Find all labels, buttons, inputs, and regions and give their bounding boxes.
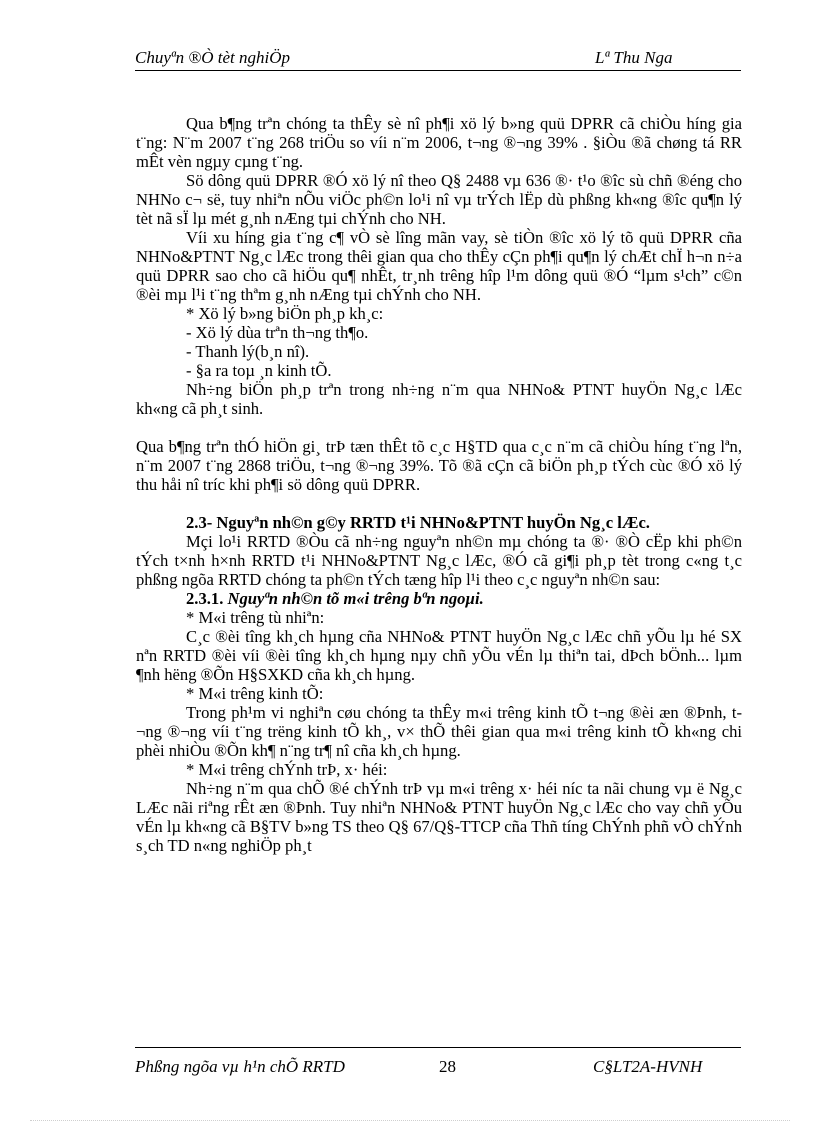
paragraph-dprr-management: Víi xu híng gia t¨ng c¶ vÒ sè lîng mãn vay, sè tiÒn ®îc xö lý tõ quü DPRR cña NHNo&PTNT Ng¸c lÆc trong thêi gian qua cho thÊy cÇn ph¶i qu¶n lý chÆt chÏ h¬n n÷a quü DPRR sao cho cã hiÖu qu¶ nhÊt, tr¸nh trêng hîp l¹m dông quü ®Ó “lµm s¹ch” c©n ®èi mµ l¹i t¨ng thªm g¸nh nÆng tµi chÝnh cho NH. [136,228,742,304]
list-item: - Thanh lý(b¸n nî). [186,342,310,361]
paragraph-natural-env: C¸c ®èi tîng kh¸ch hµng cña NHNo& PTNT huyÖn Ng¸c lÆc chñ yÕu lµ hé SX nªn RRTD ®èi víi ®èi tîng kh¸ch hµng nµy chñ yÕu vÉn lµ thiªn tai, dÞch bÖnh... lµm ¶nh hëng ®Õn H§SXKD cña kh¸ch hµng. [136,627,742,684]
subsection-number: 2.3.1. [186,589,224,608]
paragraph-causes-intro: Mçi lo¹i RRTD ®Òu cã nh÷ng nguyªn nh©n mµ chóng ta ®· ®Ò cËp khi ph©n tÝch t×nh h×nh RRTD t¹i NHNo&PTNT Ng¸c lÆc, ®Ó cã gi¶i ph¸p tèt trong c«ng t¸c phßng ngõa RRTD chóng ta ph©n tÝch tæng hîp l¹i theo c¸c nguyªn nh©n sau: [136,532,742,589]
paragraph-economic-env: Trong ph¹m vi nghiªn cøu chóng ta thÊy m«i trêng kinh tÕ t¬ng ®èi æn ®Þnh, t¬ng ®¬ng víi t¨ng trëng kinh tÕ kh¸, v× thÕ thêi gian qua m«i trêng kinh tÕ kh«ng chi phèi nhiÒu ®Õn kh¶ n¨ng tr¶ nî cña kh¸ch hµng. [136,703,742,760]
paragraph-loss-summary: Qua b¶ng trªn thÓ hiÖn gi¸ trÞ tæn thÊt tõ c¸c H§TD qua c¸c n¨m cã chiÒu híng t¨ng lªn, n¨m 2007 t¨ng 2868 triÖu, t¬ng ®¬ng 39%. Tõ ®ã cÇn cã biÖn ph¸p tÝch cùc ®Ó xö lý thu håi nî tríc khi ph¶i sö dông quü DPRR. [136,437,742,494]
header-author: Lª Thu Nga [595,48,673,67]
list-heading-political-env: * M«i trêng chÝnh trÞ, x· héi: [186,760,388,779]
page-number: 28 [439,1057,456,1076]
list-item: - §a ra toµ ¸n kinh tÕ. [186,361,332,380]
page-header [135,48,741,71]
list-heading-economic-env: * M«i trêng kinh tÕ: [186,684,324,703]
footer-left-text: Phßng ngõa vµ h¹n chÕ RRTD [135,1057,345,1076]
list-heading-natural-env: * M«i trêng tù nhiªn: [186,608,325,627]
list-heading-other-measures: * Xö lý b»ng biÖn ph¸p kh¸c: [186,304,384,323]
header-left-text: Chuyªn ®Ò tèt nghiÖp [135,48,291,67]
section-heading-2-3: 2.3- Nguyªn nh©n g©y RRTD t¹i NHNo&PTNT huyÖn Ng¸c lÆc. [186,513,650,532]
footer-right-text: C§LT2A-HVNH [593,1057,703,1076]
paragraph-political-env: Nh÷ng n¨m qua chÕ ®é chÝnh trÞ vµ m«i trêng x· héi níc ta nãi chung vµ ë Ng¸c LÆc nãi riªng rÊt æn ®Þnh. Tuy nhiªn NHNo& PTNT huyÖn Ng¸c lÆc cho vay chñ yÕu vÉn lµ kh«ng cã B§TV b»ng TS theo Q§ 67/Q§-TTCP cña Thñ tíng ChÝnh phñ vÒ chÝnh s¸ch TD n«ng nghiÖp ph¸t [136,779,742,855]
subsection-heading-2-3-1: 2.3.1. Nguyªn nh©n tõ m«i trêng bªn ngoµi. [186,589,484,608]
subsection-title: Nguyªn nh©n tõ m«i trêng bªn ngoµi [227,589,480,608]
page-body [136,114,742,855]
list-item: - Xö lý dùa trªn th¬ng th¶o. [186,323,369,342]
paragraph-measures-note: Nh÷ng biÖn ph¸p trªn trong nh÷ng n¨m qua NHNo& PTNT huyÖn Ng¸c lÆc kh«ng cã ph¸t sinh. [136,380,742,418]
page-edge-divider [30,1120,790,1121]
paragraph-dprr-trend: Qua b¶ng trªn chóng ta thÊy sè nî ph¶i xö lý b»ng quü DPRR cã chiÒu híng gia t¨ng: N¨m 2007 t¨ng 268 triÖu so víi n¨m 2006, t¬ng ®¬ng 39% . §iÒu ®ã chøng tá RR mÊt vèn ngµy cµng t¨ng. [136,114,742,171]
paragraph-dprr-usage: Sö dông quü DPRR ®Ó xö lý nî theo Q§ 2488 vµ 636 ®· t¹o ®îc sù chñ ®éng cho NHNo c¬ së, tuy nhiªn nÕu viÖc ph©n lo¹i nî vµ trÝch lËp dù phßng kh«ng ®îc qu¶n lý tèt nã sÏ lµ mét g¸nh nÆng tµi chÝnh cho NH. [136,171,742,228]
page-footer [135,1047,741,1078]
